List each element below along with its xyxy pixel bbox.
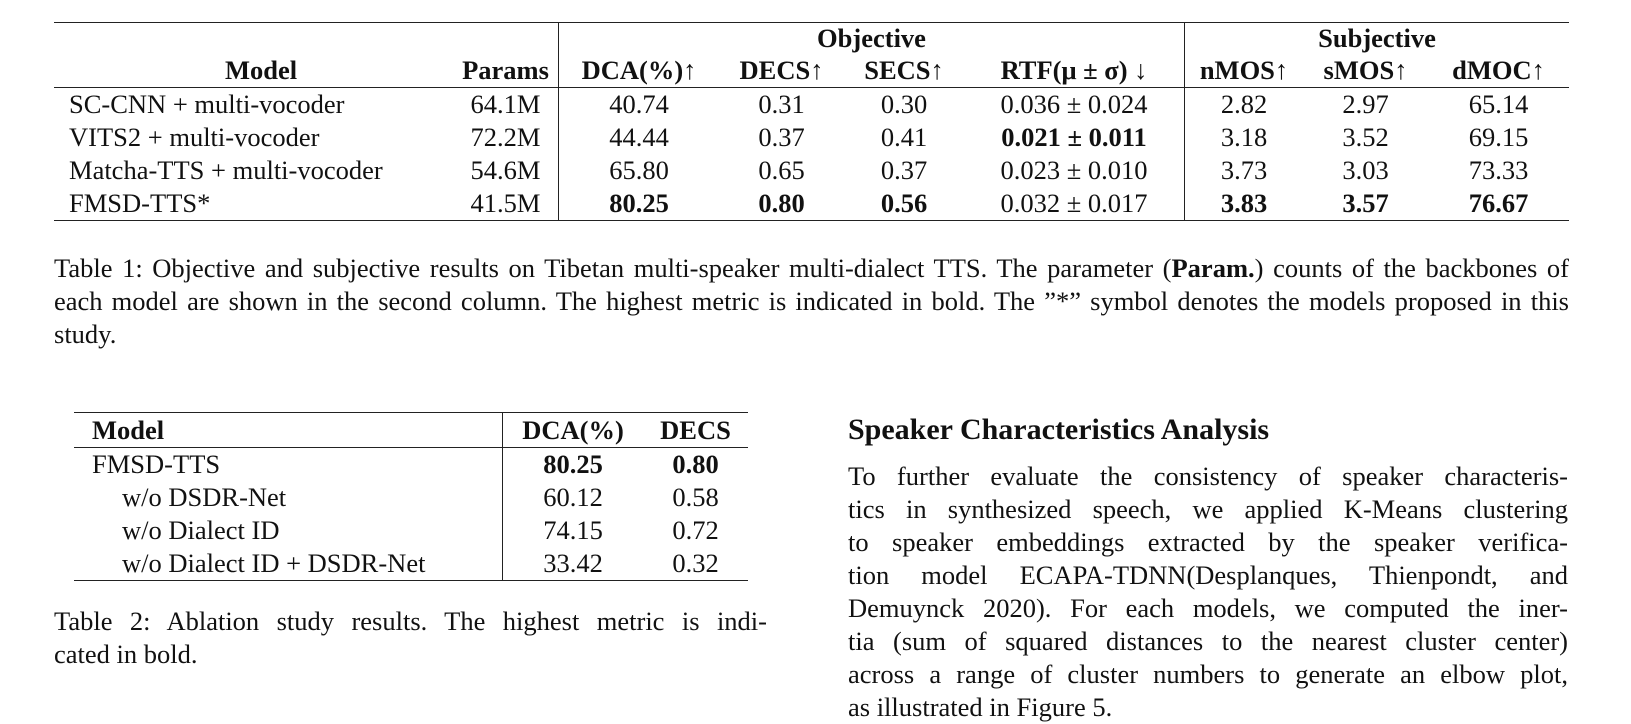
- column-header-rtf: RTF(μ ± σ) ↓: [964, 53, 1185, 88]
- cell-dca: 44.44: [559, 121, 720, 154]
- column-header-dca: DCA(%): [503, 413, 644, 448]
- paragraph-line: tia (sum of squared distances to the nearest cluster center): [848, 626, 1568, 656]
- cell-dca-best: 80.25: [503, 448, 644, 482]
- column-header-secs: SECS↑: [844, 53, 964, 88]
- paragraph-line: across a range of cluster numbers to generate an elbow plot,: [848, 659, 1568, 689]
- caption2-line: cated in bold.: [54, 639, 198, 669]
- group-header-spacer: [54, 23, 559, 54]
- cell-model: w/o Dialect ID: [122, 515, 280, 545]
- table-row: [74, 481, 748, 514]
- cell-decs-best: 0.80: [672, 449, 719, 479]
- column-header-decs: DECS↑: [719, 53, 844, 88]
- caption2-line: Table 2: Ablation study results. The highest metric is indi-: [54, 606, 767, 636]
- paragraph-line: To further evaluate the consistency of speaker characteris-: [848, 461, 1568, 491]
- cell-decs: 0.37: [758, 122, 805, 152]
- cell-nmos: 3.73: [1185, 154, 1304, 187]
- cell-dca: 33.42: [503, 547, 644, 581]
- cell-params: 54.6M: [470, 155, 541, 185]
- column-header-decs: DECS: [643, 413, 748, 448]
- paragraph-line: tics in synthesized speech, we applied K-Means clustering: [848, 494, 1568, 524]
- column-header-dmoc: dMOC↑: [1428, 53, 1569, 88]
- cell-model: FMSD-TTS*: [54, 187, 453, 221]
- cell-model: w/o DSDR-Net: [122, 482, 287, 512]
- cell-secs: 0.41: [880, 122, 928, 152]
- cell-rtf-best: 0.021 ± 0.011: [1001, 122, 1147, 152]
- column-header-model: Model: [54, 53, 453, 88]
- cell-model: SC-CNN + multi-vocoder: [69, 89, 345, 119]
- table-row: [74, 448, 748, 482]
- cell-dmoc-best: 76.67: [1428, 187, 1569, 221]
- cell-params: 64.1M: [470, 89, 541, 119]
- cell-nmos-best: 3.83: [1185, 187, 1304, 221]
- cell-decs: 0.72: [672, 515, 719, 545]
- column-header-smos: sMOS↑: [1303, 53, 1428, 88]
- cell-dca: 74.15: [503, 514, 644, 547]
- cell-rtf: 0.023 ± 0.010: [1000, 155, 1148, 185]
- cell-dca: 40.74: [559, 88, 720, 122]
- cell-dmoc: 73.33: [1468, 155, 1529, 185]
- cell-params: 72.2M: [470, 122, 541, 152]
- cell-secs: 0.30: [880, 89, 928, 119]
- caption1-rest: ) counts of the backbones of each model are shown in the second column. The highest metric is indicated in bold. The ”*” symbol denotes the models proposed in this study.: [54, 253, 1569, 349]
- cell-dmoc: 69.15: [1468, 122, 1529, 152]
- cell-decs-best: 0.80: [719, 187, 844, 221]
- cell-model: FMSD-TTS: [92, 449, 221, 479]
- paragraph-line: to speaker embeddings extracted by the speaker verifica-: [848, 527, 1568, 557]
- cell-dmoc: 65.14: [1468, 89, 1529, 119]
- column-header-params: Params: [453, 53, 559, 88]
- cell-secs-best: 0.56: [844, 187, 964, 221]
- cell-nmos: 3.18: [1185, 121, 1304, 154]
- ablation-table: [74, 412, 748, 581]
- cell-decs: 0.32: [643, 547, 748, 581]
- cell-rtf: 0.032 ± 0.017: [964, 187, 1185, 221]
- column-header-model: Model: [74, 413, 503, 448]
- column-header-dca: DCA(%)↑: [559, 53, 720, 88]
- cell-nmos: 2.82: [1185, 88, 1304, 122]
- group-header-subjective: Subjective: [1185, 23, 1570, 54]
- paragraph-line: tion model ECAPA-TDNN(Desplanques, Thienpondt, and: [848, 560, 1568, 590]
- table-row: [54, 121, 1569, 154]
- cell-dca: 65.80: [559, 154, 720, 187]
- table-row: [54, 187, 1569, 221]
- results-table: [54, 22, 1569, 221]
- cell-smos: 3.52: [1342, 122, 1389, 152]
- cell-decs: 0.58: [672, 482, 719, 512]
- cell-dca-best: 80.25: [559, 187, 720, 221]
- cell-dca: 60.12: [503, 481, 644, 514]
- cell-secs: 0.37: [880, 155, 928, 185]
- cell-model: VITS2 + multi-vocoder: [69, 122, 320, 152]
- cell-smos-best: 3.57: [1303, 187, 1428, 221]
- cell-decs: 0.31: [758, 89, 805, 119]
- table-row: [54, 154, 1569, 187]
- caption1-lead: Table 1: Objective and subjective results on Tibetan multi-speaker multi-dialect TTS. The parameter (: [54, 253, 1172, 283]
- cell-model: Matcha-TTS + multi-vocoder: [69, 155, 383, 185]
- table-row: [74, 547, 748, 581]
- group-header-objective: Objective: [559, 23, 1185, 54]
- cell-params: 41.5M: [453, 187, 559, 221]
- table-row: [74, 514, 748, 547]
- section-paragraph: [848, 460, 1568, 722]
- section-heading: Speaker Characteristics Analysis: [848, 413, 1270, 446]
- column-header-nmos: nMOS↑: [1185, 53, 1304, 88]
- cell-smos: 2.97: [1342, 89, 1389, 119]
- cell-smos: 3.03: [1342, 155, 1389, 185]
- cell-rtf: 0.036 ± 0.024: [1000, 89, 1148, 119]
- table-row: [54, 88, 1569, 122]
- table1-caption: [54, 252, 1569, 351]
- cell-model: w/o Dialect ID + DSDR-Net: [74, 547, 503, 581]
- table2-caption: [54, 605, 767, 671]
- paragraph-line: as illustrated in Figure 5.: [848, 692, 1113, 722]
- caption1-param-bold: Param.: [1171, 253, 1255, 283]
- cell-decs: 0.65: [758, 155, 805, 185]
- paragraph-line: Demuynck 2020). For each models, we computed the iner-: [848, 593, 1568, 623]
